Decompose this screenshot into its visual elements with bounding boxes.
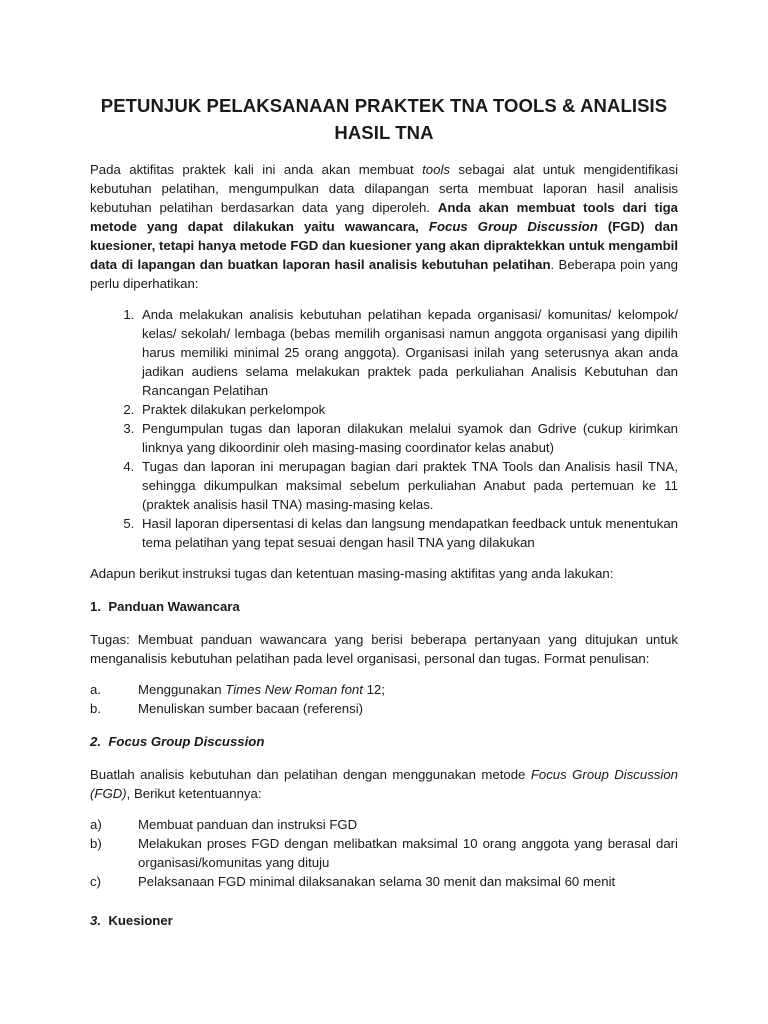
section-3-heading	[90, 911, 678, 930]
section-2-intro-text: Buatlah analisis kebutuhan dan pelatihan dengan menggunakan metode	[90, 767, 531, 782]
item-text: Menuliskan sumber bacaan (referensi)	[138, 701, 364, 716]
section-2-intro-italic: Focus Group Discussion (FGD)	[90, 767, 679, 801]
section-2-intro	[90, 765, 678, 803]
section-1-number: 1.	[90, 599, 101, 614]
item-marker: a.	[90, 682, 101, 697]
intro-paragraph	[90, 160, 678, 293]
point-item: 3. Pengumpulan tugas dan laporan dilakukan melalui syamok dan Gdrive (cukup kirimkan linknya yang dikoordinir oleh masing-masing coordinator kelas anabut)	[138, 419, 678, 457]
point-item: 1. Anda melakukan analisis kebutuhan pelatihan kepada organisasi/ komunitas/ kelompok/ kelas/ sekolah/ lembaga (bebas memilih organisasi namun anggota organisasi yang dipilih harus memiliki minimal 25 orang anggota). Organisasi inilah yang seterusnya akan anda jadikan audiens selama melakukan praktek pada perkuliahan Analisis Kebutuhan dan Rancangan Pelatihan	[138, 305, 678, 400]
intro-bold-italic-fgd: Focus Group Discussion	[428, 219, 598, 234]
item-text-post: 12;	[362, 682, 385, 697]
item-text: Pelaksanaan FGD minimal dilaksanakan selama 30 menit dan maksimal 60 menit	[138, 874, 616, 889]
section-2-list	[90, 815, 678, 891]
item-marker: b.	[90, 701, 101, 716]
point-item: 5. Hasil laporan dipersentasi di kelas dan langsung mendapatkan feedback untuk menentukan tema pelatihan yang tepat sesuai dengan hasil TNA yang dilakukan	[138, 514, 678, 552]
section-2-item	[90, 872, 678, 891]
item-text: Menggunakan	[138, 682, 226, 697]
item-italic: Times New Roman font	[225, 682, 363, 697]
item-marker: b)	[90, 836, 102, 851]
section-3-number: 3.	[90, 913, 101, 928]
section-2-item	[90, 834, 678, 872]
section-1-title: Panduan Wawancara	[108, 599, 240, 614]
intro-text-2: sebagai alat untuk mengidentifikasi kebutuhan pelatihan, mengumpulkan data dilapangan serta membuat laporan hasil analisis kebutuhan pelatihan berdasarkan data yang diperoleh.	[90, 162, 679, 215]
document-title: PETUNJUK PELAKSANAAN PRAKTEK TNA TOOLS & ANALISIS HASIL TNA	[100, 95, 668, 143]
point-item: 4. Tugas dan laporan ini merupagan bagian dari praktek TNA Tools dan Analisis hasil TNA, sehingga dikumpulkan maksimal sebelum perkuliahan Anabut pada pertemuan ke 11 (praktek analisis hasil TNA) masing-masing kelas.	[138, 457, 678, 514]
points-list	[90, 305, 678, 552]
section-1-task: Tugas: Membuat panduan wawancara yang berisi beberapa pertanyaan yang ditujukan untuk menganalisis kebutuhan pelatihan pada level organisasi, personal dan tugas. Format penulisan:	[90, 632, 678, 666]
intro-text-1: Pada aktifitas praktek kali ini anda akan membuat	[90, 162, 423, 177]
section-1-list	[90, 680, 678, 718]
intro-italic-tools: tools	[422, 162, 450, 177]
section-2-heading	[90, 732, 678, 751]
section-1-item	[90, 699, 678, 718]
item-text: Membuat panduan dan instruksi FGD	[138, 817, 358, 832]
intro-bold-2: (FGD) dan kuesioner, tetapi hanya metode FGD dan kuesioner yang akan dipraktekkan untuk mengambil data di lapangan dan buatkan laporan hasil analisis kebutuhan pelatihan	[90, 219, 678, 272]
intro-bold-1: Anda akan membuat tools dari tiga metode yang dapat dilakukan yaitu wawancara,	[90, 200, 678, 234]
instructions-intro: Adapun berikut instruksi tugas dan ketentuan masing-masing aktifitas yang anda lakukan:	[90, 566, 614, 581]
section-2-item	[90, 815, 678, 834]
item-text: Melakukan proses FGD dengan melibatkan maksimal 10 orang anggota yang berasal dari organisasi/komunitas yang dituju	[138, 836, 678, 870]
item-marker: a)	[90, 817, 102, 832]
item-marker: c)	[90, 874, 101, 889]
section-2-intro-post: , Berikut ketentuannya:	[126, 786, 262, 801]
section-2-title: Focus Group Discussion	[108, 734, 265, 749]
section-1-item	[90, 680, 678, 699]
intro-text-3: . Beberapa poin yang perlu diperhatikan:	[90, 257, 678, 291]
point-item: 2. Praktek dilakukan perkelompok	[138, 400, 678, 419]
section-3-title: Kuesioner	[108, 913, 173, 928]
section-1-heading	[90, 597, 678, 616]
section-2-number: 2.	[90, 734, 101, 749]
